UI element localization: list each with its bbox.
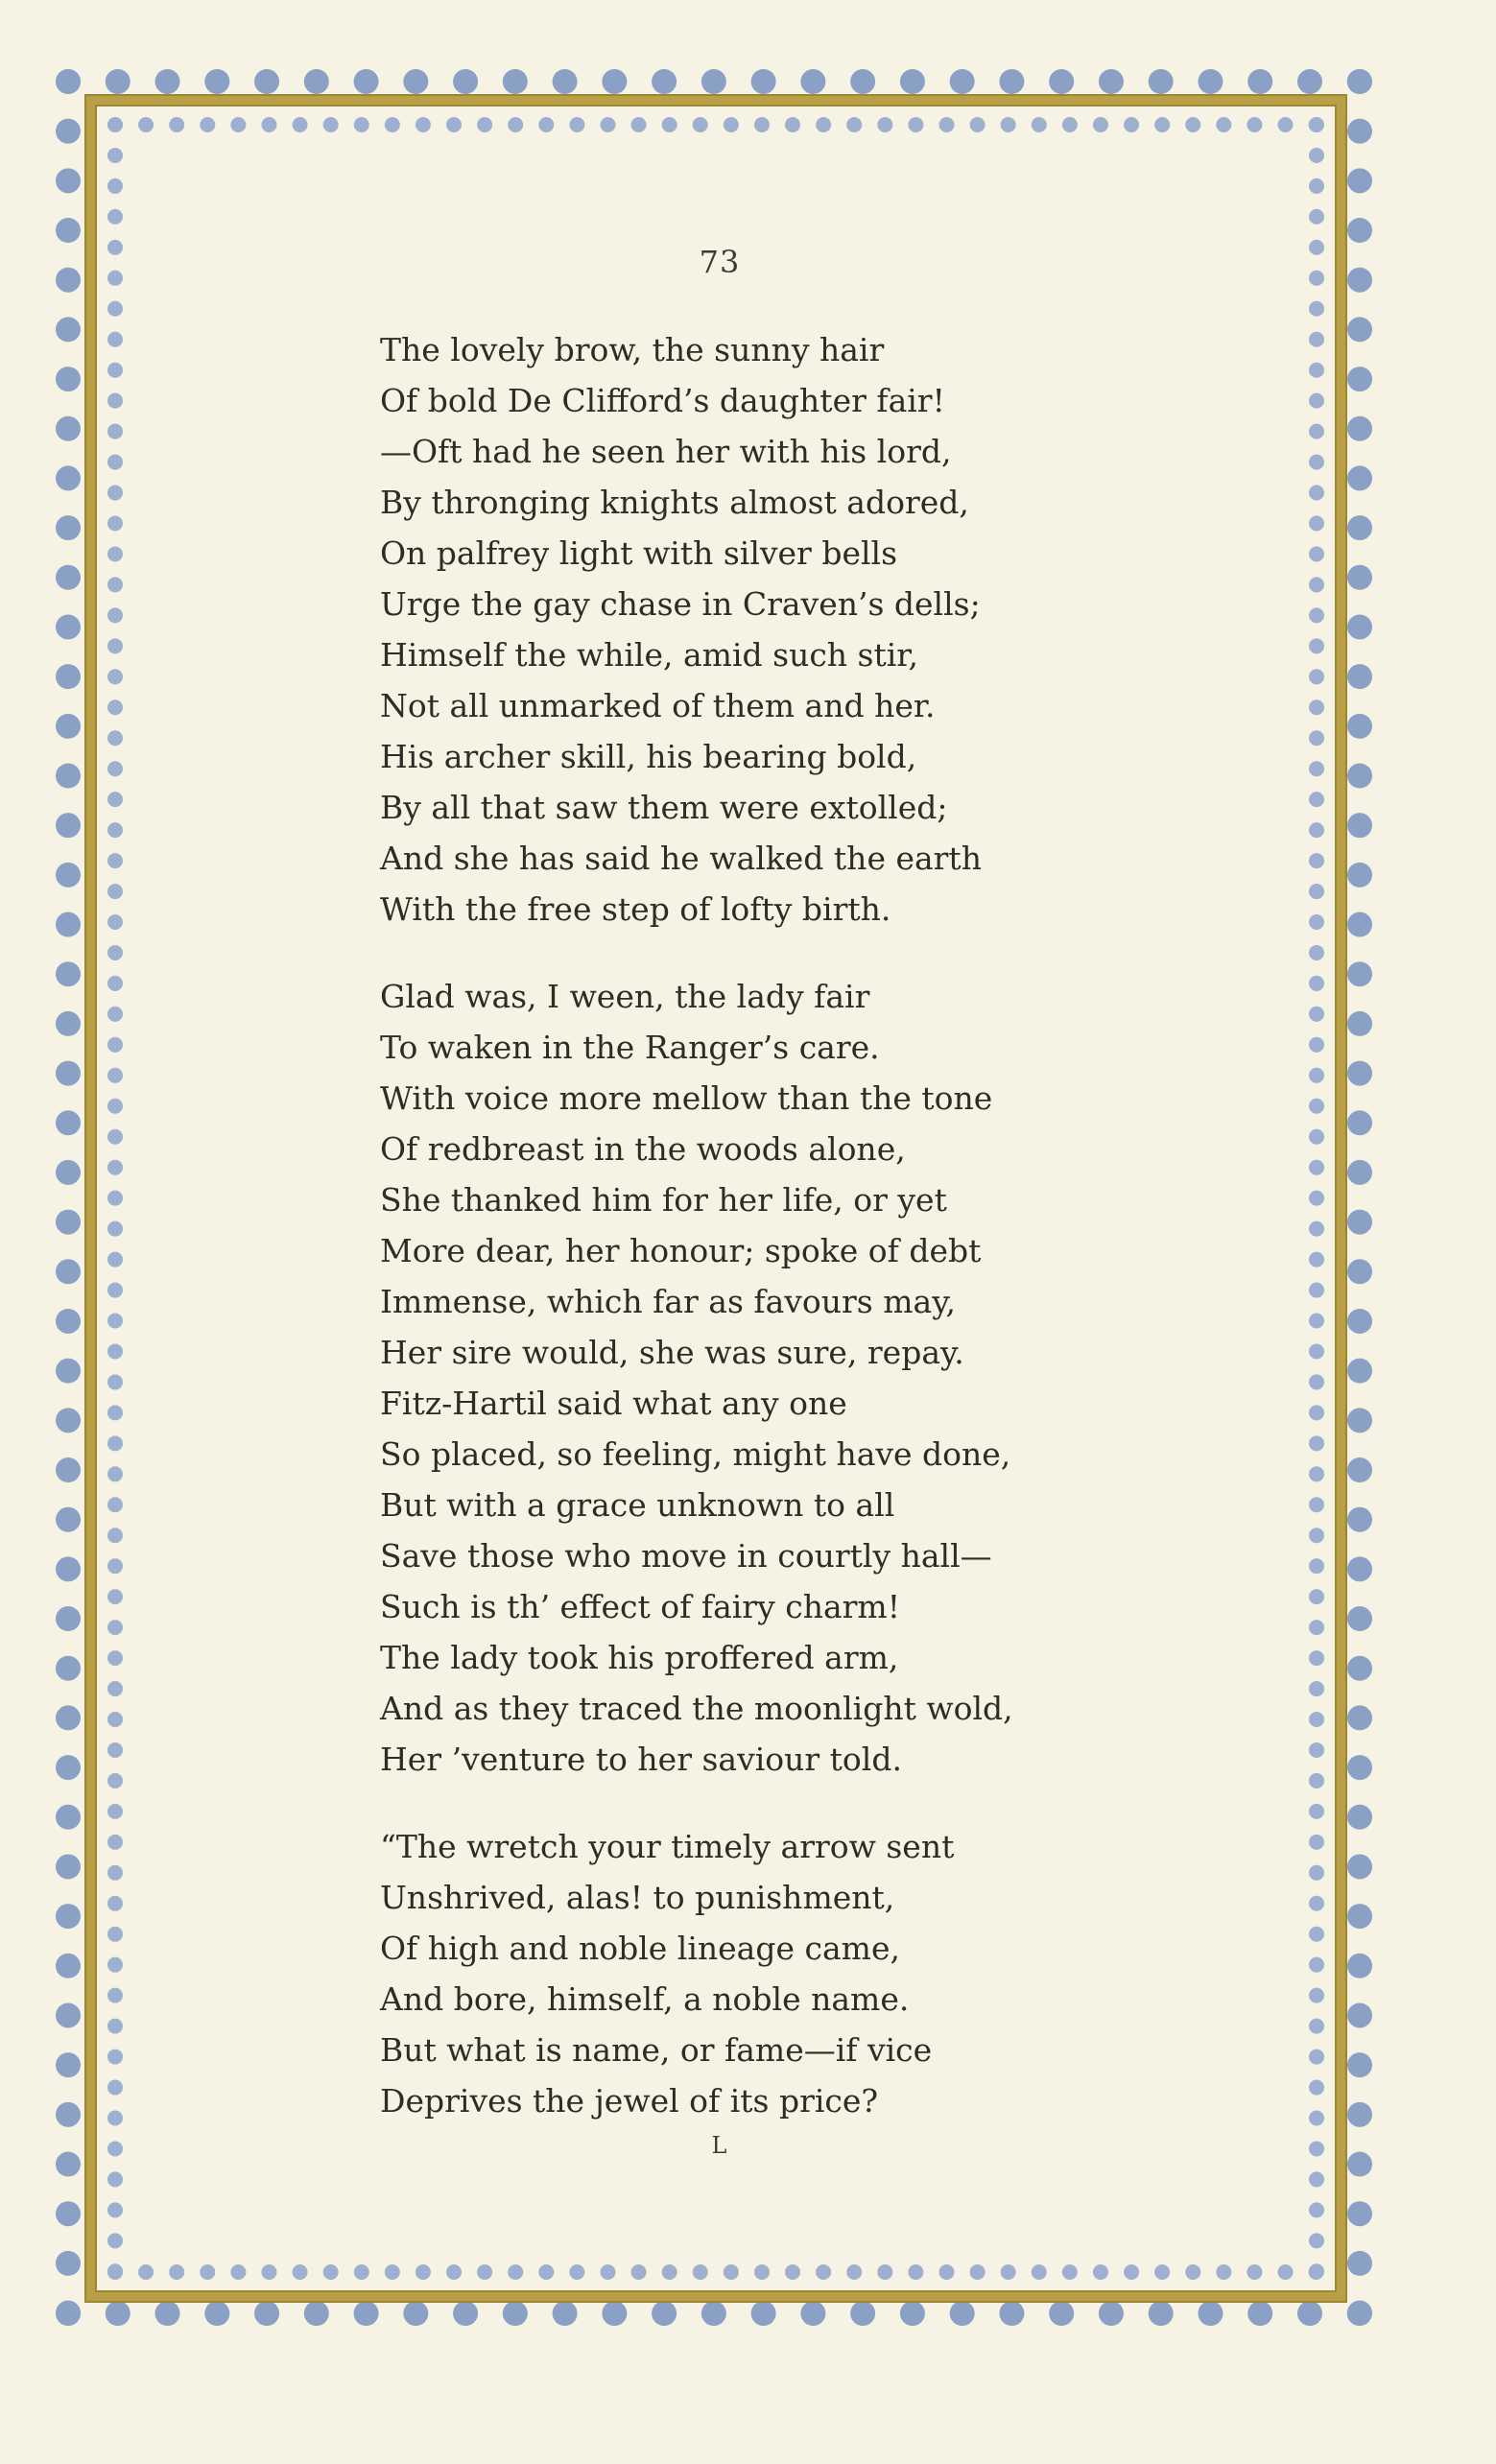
poem-line: To waken in the Ranger’s care. (380, 1029, 880, 1066)
poem-line: By thronging knights almost adored, (380, 484, 969, 521)
poem-line: Urge the gay chase in Craven’s dells; (380, 585, 981, 623)
poem-line: With the free step of lofty birth. (380, 890, 891, 928)
poem-line: Her sire would, she was sure, repay. (380, 1334, 964, 1371)
poem-line: Unshrived, alas! to punishment, (380, 1879, 895, 1916)
poem-line: Save those who move in courtly hall— (380, 1537, 992, 1575)
stanza-3 (380, 1821, 1148, 2126)
stanza-2 (380, 971, 1148, 1785)
poem-line: And bore, himself, a noble name. (380, 1980, 910, 2018)
poem-line: “The wretch your timely arrow sent (380, 1828, 955, 1865)
poem-line: With voice more mellow than the tone (380, 1079, 993, 1117)
poem-line: Of bold De Clifford’s daughter fair! (380, 382, 945, 419)
poem-line: Glad was, I ween, the lady fair (380, 978, 870, 1015)
poem-line: The lady took his proffered arm, (380, 1639, 899, 1676)
poem-line: More dear, her honour; spoke of debt (380, 1232, 982, 1269)
poem-line: His archer skill, his bearing bold, (380, 738, 917, 775)
poem-line: On palfrey light with silver bells (380, 534, 898, 572)
signature-mark: L (711, 2132, 728, 2159)
page-number: 73 (699, 244, 741, 280)
poem-line: And as they traced the moonlight wold, (380, 1690, 1013, 1727)
poem-line: Immense, which far as favours may, (380, 1283, 956, 1320)
poem-line: And she has said he walked the earth (380, 840, 982, 877)
poem-line: Of high and noble lineage came, (380, 1930, 900, 1967)
poem-line: But what is name, or fame—if vice (380, 2031, 933, 2069)
poem-line: Deprives the jewel of its price? (380, 2082, 879, 2120)
page-content (154, 163, 1286, 2226)
poem-line: But with a grace unknown to all (380, 1486, 895, 1524)
poem-line: Not all unmarked of them and her. (380, 687, 936, 724)
poem-line: Her ’venture to her saviour told. (380, 1741, 902, 1778)
poem-line: So placed, so feeling, might have done, (380, 1435, 1011, 1473)
stanza-1 (380, 324, 1148, 935)
poem-line: Such is th’ effect of fairy charm! (380, 1588, 900, 1625)
poem-text (380, 324, 1148, 2163)
poem-line: The lovely brow, the sunny hair (380, 331, 885, 368)
poem-line: Of redbreast in the woods alone, (380, 1130, 906, 1168)
poem-line: —Oft had he seen her with his lord, (380, 433, 952, 470)
poem-line: Himself the while, amid such stir, (380, 636, 918, 674)
poem-line: Fitz-Hartil said what any one (380, 1385, 847, 1422)
poem-line: By all that saw them were extolled; (380, 789, 948, 826)
poem-line: She thanked him for her life, or yet (380, 1181, 947, 1219)
